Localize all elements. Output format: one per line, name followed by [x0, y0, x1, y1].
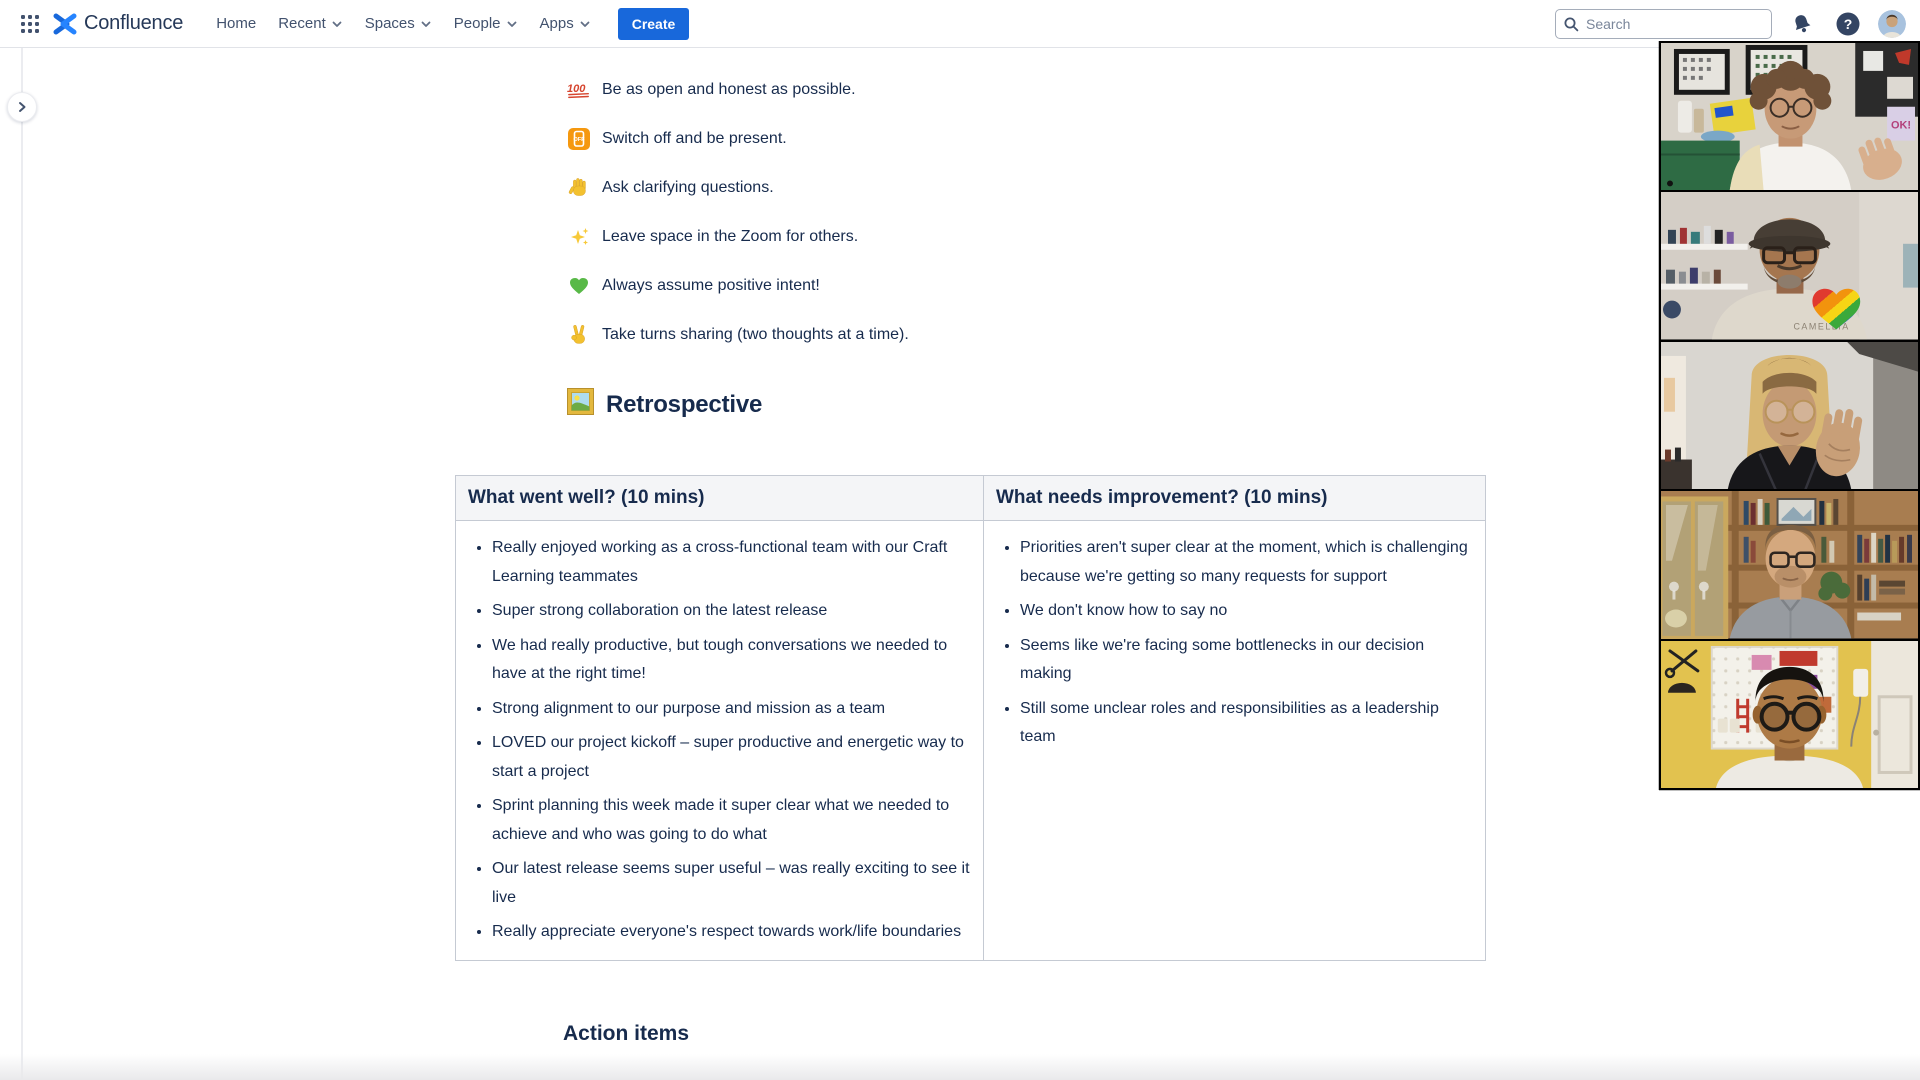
list-item: • We don't know how to say no: [1020, 597, 1475, 626]
chevron-down-icon: [579, 18, 591, 30]
list-item: [567, 176, 909, 200]
rule-text: Ask clarifying questions.: [602, 179, 774, 196]
list-item: [567, 225, 909, 249]
rule-text: Take turns sharing (two thoughts at a time).: [602, 326, 909, 343]
hundred-points-icon: [567, 78, 591, 102]
sparkles-icon: [567, 225, 591, 249]
question-mark-icon: [1835, 11, 1861, 37]
nav-item-label: Apps: [539, 15, 574, 32]
nav-item-label: Home: [216, 15, 257, 32]
top-navigation-bar: [0, 0, 1920, 48]
expand-sidebar-button[interactable]: [7, 92, 37, 122]
chevron-down-icon: [420, 18, 432, 30]
list-item: [567, 127, 909, 151]
list-item: • Really appreciate everyone's respect towards work/life boundaries: [492, 918, 973, 947]
sidebar-collapsed-divider: [21, 48, 23, 1080]
list-item: • Still some unclear roles and responsibilities as a leadership team: [1020, 695, 1475, 752]
svg-text:OK!: OK!: [1891, 119, 1912, 132]
heading-text: Retrospective: [606, 391, 763, 418]
chevron-down-icon: [331, 18, 343, 30]
rule-text: Be as open and honest as possible.: [602, 81, 856, 98]
confluence-logo-icon: [52, 11, 78, 37]
nav-item-apps[interactable]: [529, 7, 602, 40]
confluence-home-link[interactable]: [52, 11, 183, 37]
chevron-down-icon: [506, 18, 518, 30]
list-item: • Our latest release seems super useful – was really exciting to see it live: [492, 855, 973, 912]
rule-text: Switch off and be present.: [602, 130, 787, 147]
went-well-list: [456, 534, 973, 947]
notifications-button[interactable]: [1786, 8, 1818, 40]
video-participant-2[interactable]: [1661, 192, 1918, 339]
needs-improvement-list: [984, 534, 1475, 752]
nav-item-spaces[interactable]: [354, 7, 443, 40]
rule-text: Always assume positive intent!: [602, 277, 820, 294]
help-button[interactable]: [1832, 8, 1864, 40]
green-heart-icon: [567, 274, 591, 298]
video-participant-3[interactable]: [1661, 342, 1918, 489]
create-button[interactable]: Create: [618, 8, 690, 40]
avatar-photo: [1878, 10, 1906, 38]
video-call-strip: [1659, 41, 1920, 790]
list-item: • Priorities aren't super clear at the moment, which is challenging because we're getting so many requests for support: [1020, 534, 1475, 591]
svg-text:CAMELLIA: CAMELLIA: [1793, 321, 1850, 332]
nav-item-home[interactable]: [205, 7, 267, 40]
bell-icon: [1790, 12, 1814, 36]
list-item: • LOVED our project kickoff – super productive and energetic way to start a project: [492, 729, 973, 786]
phone-off-icon: [567, 127, 591, 151]
nav-item-recent[interactable]: [267, 7, 354, 40]
retrospective-heading: [567, 388, 762, 422]
list-item: • We had really productive, but tough conversations we needed to have at the right time!: [492, 632, 973, 689]
list-item: [567, 78, 909, 102]
table-cell-needs-improvement: [984, 521, 1486, 961]
framed-picture-icon: [567, 388, 594, 422]
nav-item-label: People: [453, 15, 501, 32]
nav-item-label: Recent: [278, 15, 326, 32]
svg-text:OFF: OFF: [573, 137, 585, 143]
list-item: • Really enjoyed working as a cross-functional team with our Craft Learning teammates: [492, 534, 973, 591]
search-input[interactable]: [1555, 9, 1772, 39]
brand-name: Confluence: [84, 12, 184, 34]
list-item: • Super strong collaboration on the latest release: [492, 597, 973, 626]
grid-icon: [20, 14, 40, 34]
victory-hand-icon: [567, 323, 591, 347]
table-cell-went-well: [456, 521, 984, 961]
list-item: [567, 274, 909, 298]
table-header-needs-improvement: What needs improvement? (10 mins): [984, 476, 1486, 521]
table-header-went-well: What went well? (10 mins): [456, 476, 984, 521]
raised-hand-icon: [567, 176, 591, 200]
video-participant-1[interactable]: [1661, 43, 1918, 190]
video-participant-4[interactable]: [1661, 491, 1918, 638]
video-participant-5[interactable]: [1661, 641, 1918, 788]
list-item: [567, 323, 909, 347]
nav-item-people[interactable]: [443, 7, 529, 40]
retrospective-table: [455, 475, 1486, 961]
list-item: • Strong alignment to our purpose and mission as a team: [492, 695, 973, 724]
search-box: [1555, 9, 1772, 39]
svg-text:100: 100: [567, 82, 586, 95]
chevron-right-icon: [14, 99, 30, 115]
ground-rules-list: [567, 78, 909, 372]
rule-text: Leave space in the Zoom for others.: [602, 228, 859, 245]
svg-text:?: ?: [1843, 16, 1853, 32]
list-item: • Sprint planning this week made it super clear what we needed to achieve and who was going to do what: [492, 792, 973, 849]
user-avatar[interactable]: [1878, 10, 1906, 38]
page-bottom-fade: [0, 1054, 1920, 1080]
action-items-heading: Action items: [563, 1022, 690, 1045]
list-item: • Seems like we're facing some bottlenecks in our decision making: [1020, 632, 1475, 689]
search-icon: [1563, 16, 1579, 32]
app-switcher-button[interactable]: [14, 8, 46, 40]
nav-item-label: Spaces: [364, 15, 415, 32]
